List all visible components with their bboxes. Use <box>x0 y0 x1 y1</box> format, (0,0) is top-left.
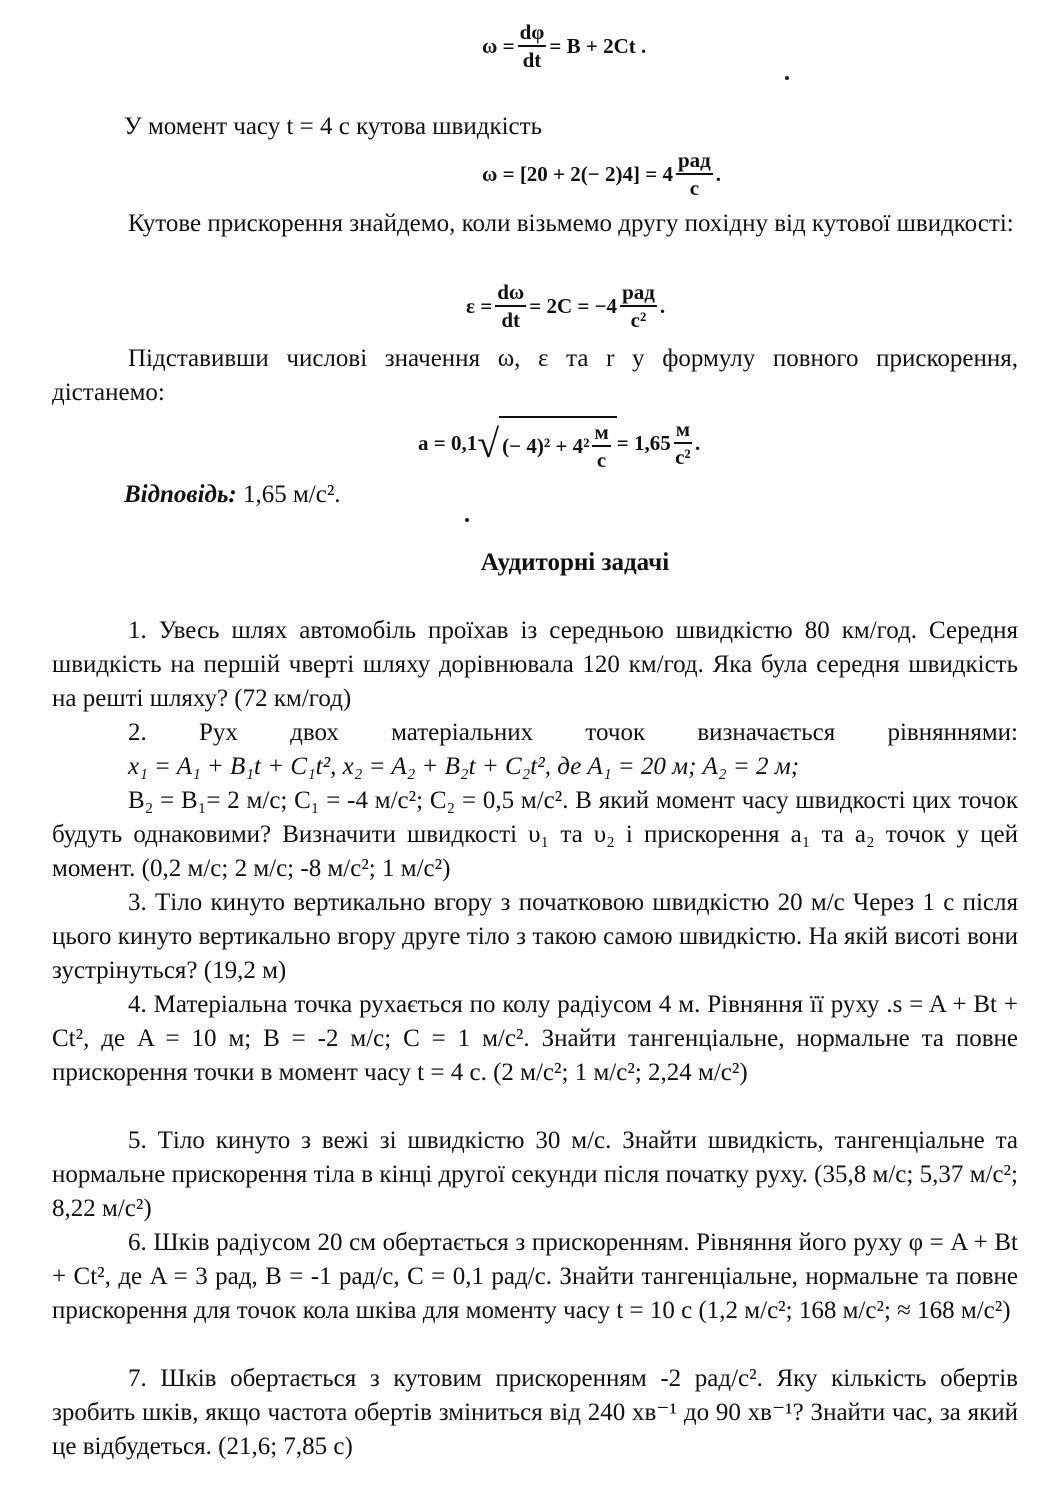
formula-a-result-unit <box>674 419 692 468</box>
formula-epsilon-lhs: ε = <box>466 294 493 318</box>
answer-value: 1,65 м/с². <box>242 481 341 508</box>
formula-a <box>418 416 700 471</box>
problem-2-line1 <box>52 716 1018 750</box>
para-angular-acc-text: Кутове прискорення знайдемо, коли візьмемо другу похідну від кутової швидкості: <box>128 210 1014 237</box>
sqrt-symbol: √ (− 4)² + 4² $\frac{м}{с}$ <box>477 416 617 471</box>
problem-6 <box>52 1226 1018 1328</box>
para-moment: У момент часу t = 4 с кутова швидкість <box>124 113 542 140</box>
formula-a-unit <box>592 422 610 471</box>
formula-omega-value-end: . <box>715 162 722 186</box>
formula-epsilon-unit <box>620 282 657 331</box>
answer <box>124 478 724 512</box>
problem-7-text: 7. Шків обертається з кутовим прискоренням -2 рад/с². Яку кількість обертів зробить шків, якщо частота обертів зміниться від 240 хв⁻¹ до 90 хв⁻¹? Знайти час, за який це відбудеться. (21,6; 7,85 с) <box>52 1365 1018 1460</box>
formula-a-unit-den: с <box>596 448 607 472</box>
problem-6-text: 6. Шків радіусом 20 см обертається з прискоренням. Рівняння його руху φ = A + Bt + Ct², де A = 3 рад, B = -1 рад/с, C = 0,1 рад/с. Знайти тангенціальне, нормальне та повне прискорення для точок кола шківа для моменту часу t = 10 с (1,2 м/с²; 168 м/с²; ≈ 168 м/с²) <box>52 1229 1018 1324</box>
problem-5 <box>52 1124 1018 1226</box>
para-angular-acc <box>52 207 1018 241</box>
problem-1-text: 1. Увесь шлях автомобіль проїхав із середньою швидкістю 80 км/год. Середня швидкість на першій чверті шляху дорівнювала 120 км/год. Яка була середня швидкість на решті шляху? (72 км/год) <box>52 617 1018 712</box>
formula-epsilon-unit-num: рад <box>620 282 657 307</box>
formula-omega-num: dφ <box>518 22 547 47</box>
formula-a-lhs: a = 0,1 <box>418 431 478 455</box>
formula-omega-fraction <box>518 22 547 71</box>
formula-omega-rhs: = B + 2Ct . <box>549 34 647 58</box>
problem-2-line1-text: 2. Рух двох матеріальних точок визначається рівняннями: <box>128 719 1018 746</box>
formula-omega-value-lhs: ω = [20 + 2(− 2)4] = 4 <box>482 162 673 186</box>
formula-a-end: . <box>695 431 701 455</box>
formula-omega-den: dt <box>522 48 542 72</box>
problem-3-text: 3. Тіло кинуто вертикально вгору з початковою швидкістю 20 м/с Через 1 с після цього кинуто вертикально вгору друге тіло з такою самою швидкістю. На якій висоті вони зустрінуться? (19,2 м) <box>52 889 1018 984</box>
problem-7 <box>52 1362 1018 1464</box>
para-substitute-text: Підставивши числові значення ω, ε та r у формулу повного прискорення, дістанемо: <box>52 345 1018 406</box>
problem-2-rest <box>52 784 1018 886</box>
section-title: Аудиторні задачі <box>480 549 670 576</box>
formula-omega: ω = $\frac{d\varphi}{dt}$ = B + 2Ct . <box>482 20 647 72</box>
formula-omega-value <box>482 150 721 199</box>
problem-2-rest-text: B₂ = B₁= 2 м/с; C₁ = -4 м/с²; C₂ = 0,5 м/с². В який момент часу швидкості цих точок будуть однаковими? Визначити швидкості υ₁ та υ₂ і прискорення a₁ та a₂ точок у цей момент. (0,2 м/с; 2 м/с; -8 м/с²; 1 м/с²) <box>52 787 1018 882</box>
formula-omega-value-den: с <box>689 176 700 200</box>
problem-1 <box>52 614 1018 716</box>
speck-dot <box>785 76 789 80</box>
formula-a-under: (− 4)² + 4² <box>502 434 590 458</box>
formula-epsilon-mid: = 2C = −4 <box>529 294 618 318</box>
formula-a-res-num: м <box>674 419 692 444</box>
formula-a-unit-num: м <box>592 422 610 447</box>
problem-5-text: 5. Тіло кинуто з вежі зі швидкістю 30 м/с. Знайти швидкість, тангенціальне та нормальне прискорення тіла в кінці другої секунди після початку руху. (35,8 м/с; 5,37 м/с²; 8,22 м/с²) <box>52 1127 1018 1222</box>
formula-omega-value-num: рад <box>676 150 713 175</box>
problem-3 <box>52 886 1018 988</box>
formula-a-res-den: с² <box>675 445 691 469</box>
answer-label: Відповідь: <box>124 481 237 508</box>
formula-a-mid: = 1,65 <box>616 431 671 455</box>
problem-4-text: 4. Матеріальна точка рухається по колу радіусом 4 м. Рівняння її руху .s = A + Bt + Ct², де A = 10 м; B = -2 м/с; C = 1 м/с². Знайти тангенціальне, нормальне та повне прискорення точки в момент часу t = 4 с. (2 м/с²; 1 м/с²; 2,24 м/с²) <box>52 991 1018 1086</box>
problem-4 <box>52 988 1018 1090</box>
formula-epsilon-unit-den: с² <box>630 308 647 332</box>
para-substitute <box>52 342 1018 410</box>
formula-epsilon-den: dt <box>501 308 521 332</box>
formula-epsilon-fraction <box>495 282 526 331</box>
problem-2-line2: x₁ = A₁ + B₁t + C₁t², x₂ = A₂ + B₂t + C₂t², де A₁ = 20 м; A₂ = 2 м; <box>128 753 800 780</box>
formula-omega-lhs: ω <box>482 34 498 58</box>
formula-omega-value-unit <box>676 150 713 199</box>
formula-epsilon-end: . <box>659 294 666 318</box>
formula-epsilon <box>466 282 665 331</box>
formula-epsilon-num: dω <box>495 282 526 307</box>
speck-dot-2 <box>465 518 469 522</box>
